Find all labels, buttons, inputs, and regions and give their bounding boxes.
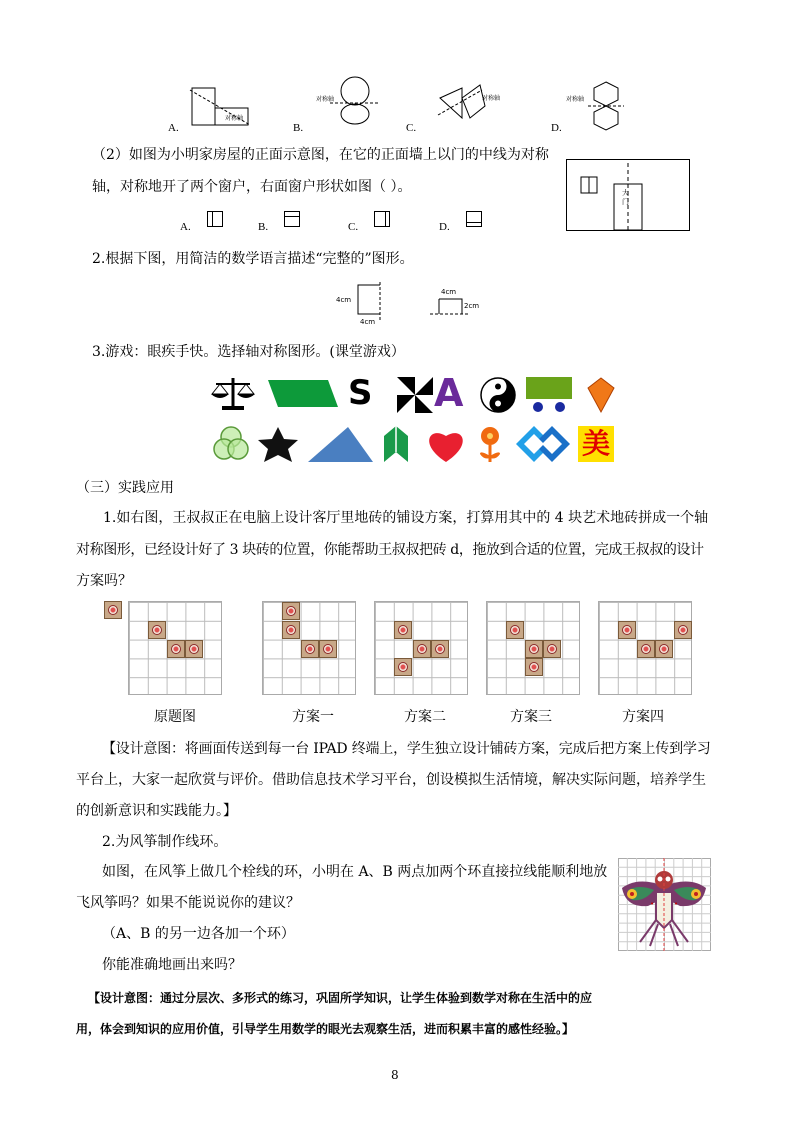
dim-label-top: 4cm [441,288,457,296]
p2-line1: 如图，在风筝上做几个栓线的环，小明在 A、B 两点加两个环直接拉线能顺利地放 [102,864,608,880]
option-d-figure [588,82,624,130]
dim-label-right: 2cm [464,302,480,310]
tile-icon [637,640,655,658]
p2-line4: 你能准确地画出来吗？ [102,957,242,973]
letter-a-icon: A [434,371,464,415]
q1-figures [0,0,794,140]
page-number: 8 [391,1068,399,1082]
dim-label-left: 4cm [336,296,352,304]
shapes-row-2-svg [208,422,618,467]
tile-icon [506,621,524,639]
tile-icon [525,658,543,676]
tile-icon [413,640,431,658]
grid-original [128,601,222,695]
design-intent-1-line1: 【设计意图：将画面传送到每一台 IPAD 终端上，学生独立设计铺砖方案，完成后把方案上传到学习 [102,741,711,757]
grid-plan-1 [262,601,356,695]
p2-line2: 飞风筝吗？如果不能说说你的建议？ [76,895,300,911]
kite-svg [618,858,711,951]
q1-figures-svg [0,0,794,140]
option-d-axis-label: 对称轴 [566,96,585,103]
kite-figure [618,858,711,951]
q2-option-c-label: C. [348,221,359,233]
green-parallelogram-icon [268,380,338,407]
caption-plan-1: 方案一 [292,709,334,725]
tile-icon [319,640,337,658]
red-heart-icon [429,433,463,462]
window-option-a-icon [207,211,223,227]
p2-title: 2.为风筝制作线环。 [102,834,228,850]
option-d-label: D. [551,122,562,134]
q3-text: 2.根据下图，用简洁的数学语言描述“完整的”图形。 [92,251,414,267]
dim-label-bottom: 4cm [360,318,376,326]
kite-point-a-icon: • [650,900,655,908]
design-intent-1-line3: 的创新意识和实践能力。】 [76,803,237,819]
p2-line3: （A、B 的另一边各加一个环） [102,926,295,942]
orange-kite-icon [588,378,614,412]
shapes-row-1-svg [208,372,618,417]
tile-icon [185,640,203,658]
option-c-axis-label: 对称轴 [482,95,501,102]
shapes-row-2 [208,422,618,467]
green-arrow-shape-icon [384,426,408,462]
q2-option-a-label: A. [180,221,191,233]
q2-option-d-label: D. [439,221,450,233]
window-option-b-icon [284,211,300,227]
q2-line1: （2）如图为小明家房屋的正面示意图，在它的正面墙上以门的中线为对称 [92,147,549,163]
window-option-c-icon [374,211,390,227]
caption-plan-2: 方案二 [404,709,446,725]
design-intent-2-line1: 【设计意图：通过分层次、多形式的练习，巩固所学知识，让学生体验到数学对称在生活中的应 [88,991,593,1005]
tile-icon [282,621,300,639]
blue-triangle-icon [308,427,373,462]
option-c-label: C. [406,122,417,134]
tile-icon [301,640,319,658]
caption-plan-3: 方案三 [510,709,552,725]
grid-plan-4 [598,601,692,695]
option-b-figure [330,77,380,124]
q2-line2: 轴，对称地开了两个窗户，右面窗户形状如图（ ）。 [92,179,412,195]
window-option-d-icon [466,211,482,227]
tile-icon [674,621,692,639]
q4-text: 3.游戏：眼疾手快。选择轴对称图形。(课堂游戏） [92,344,405,360]
trefoil-icon [214,427,248,459]
door-label: 大门 [622,189,629,206]
design-intent-2-line2: 用，体会到知识的应用价值，引导学生用数学的眼光去观察生活，进而积累丰富的感性经验。】 [76,1022,575,1036]
black-star-icon [258,427,298,462]
tile-icon [167,640,185,658]
pinwheel-icon [397,377,433,413]
shapes-row-1 [208,372,618,417]
grid-plan-2 [374,601,468,695]
tile-icon [394,621,412,639]
p1-line3: 方案吗？ [76,573,132,589]
tile-icon [543,640,561,658]
option-b-label: B. [293,122,304,134]
grid-plan-3 [486,601,580,695]
tile-icon [655,640,673,658]
tile-d-icon[interactable] [104,601,122,619]
letter-s-icon: S [348,373,373,413]
q2-option-b-label: B. [258,221,269,233]
house-diagram [566,159,690,231]
option-b-axis-label: 对称轴 [316,96,335,103]
blue-diamonds-icon [516,426,570,462]
kite-point-b-icon: • [674,900,679,908]
tile-icon [394,658,412,676]
green-cart-icon [526,377,572,412]
tile-icon [148,621,166,639]
balance-scale-icon [211,378,255,410]
p1-line2: 对称图形，已经设计好了 3 块砖的位置，你能帮助王叔叔把砖 d，拖放到合适的位置，完成王叔叔的设计 [76,542,704,558]
tile-icon [525,640,543,658]
p1-line1: 1.如右图，王叔叔正在电脑上设计客厅里地砖的铺设方案，打算用其中的 4 块艺术地砖拼成一个轴 [103,510,709,526]
section3-title: （三）实践应用 [76,480,174,496]
tile-icon [282,602,300,620]
half-shapes-diagram [330,280,490,330]
option-a-axis-label: 对称轴 [225,115,244,122]
caption-plan-4: 方案四 [622,709,664,725]
mei-character-icon: 美 [581,427,610,460]
design-intent-1-line2: 平台上，大家一起欣赏与评价。借助信息技术学习平台，创设模拟生活情境，解决实际问题，培养学生 [76,772,706,788]
tile-icon [431,640,449,658]
tile-icon [618,621,636,639]
option-c-figure [438,85,485,118]
orange-flower-icon [480,427,500,462]
option-a-label: A. [168,122,179,134]
yin-yang-icon [481,378,515,412]
caption-original: 原题图 [154,709,196,725]
